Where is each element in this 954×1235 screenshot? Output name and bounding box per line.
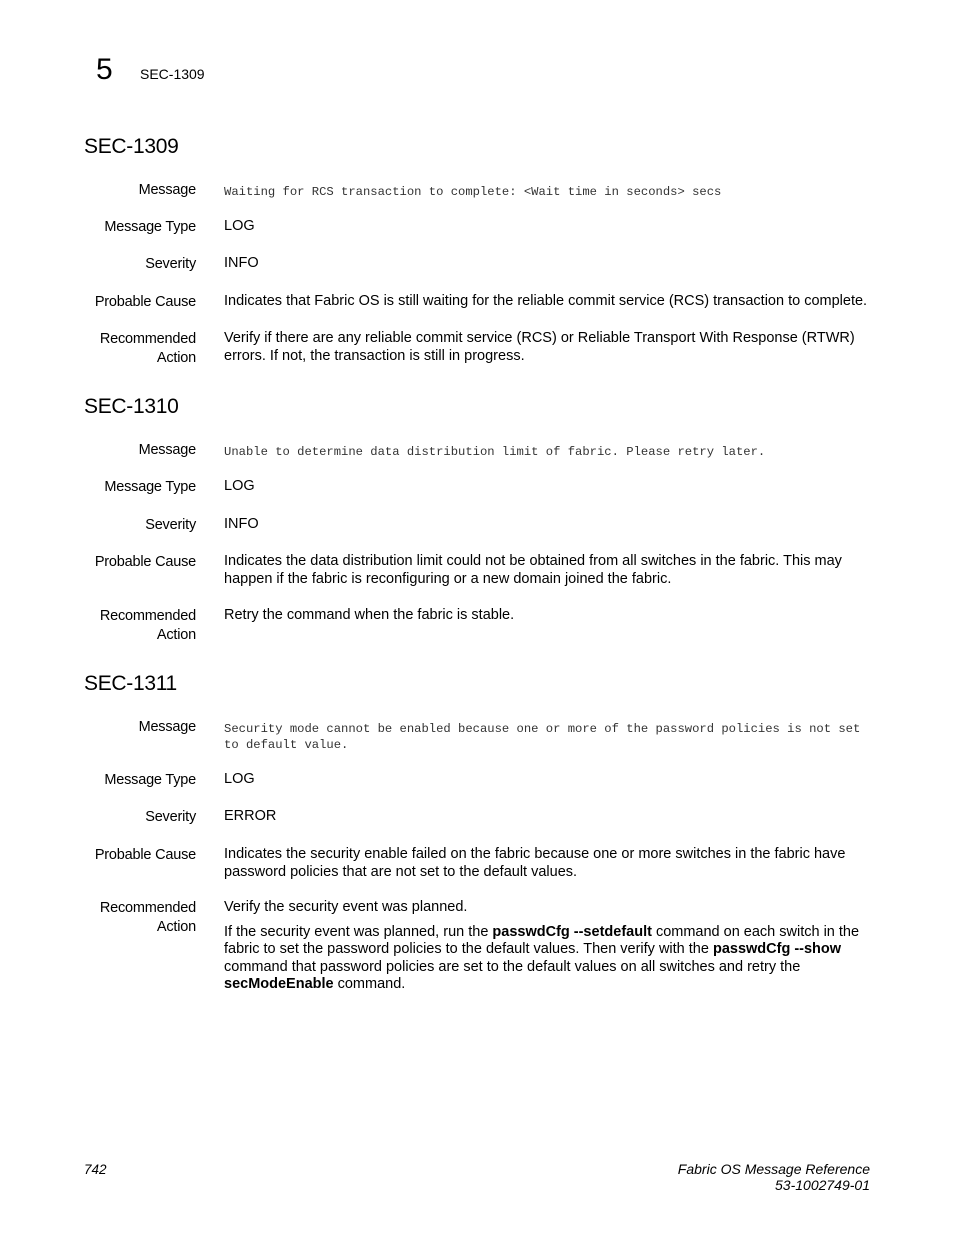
message-type-label: Message Type: [104, 479, 196, 495]
entry-heading: SEC-1310: [84, 395, 179, 418]
recommended-action-text: Retry the command when the fabric is stable.: [224, 607, 515, 623]
command-name: passwdCfg --show: [712, 941, 842, 957]
message-text: Security mode cannot be enabled because one or more of the password policies is not set to default value.: [224, 722, 861, 752]
probable-cause-label: Probable Cause: [94, 554, 196, 570]
doc-number: 53-1002749-01: [775, 1177, 870, 1193]
message-label: Message: [138, 182, 196, 198]
probable-cause-text: Indicates that Fabric OS is still waiting for the reliable commit service (RCS) transaction to complete.: [224, 293, 868, 309]
message-type-label: Message Type: [104, 772, 196, 788]
recommended-action-text: Verify if there are any reliable commit service (RCS) or Reliable Transport With Response (RTWR) errors. If not, the transaction is still in progress.: [224, 330, 855, 364]
severity-value: INFO: [224, 516, 259, 532]
severity-label: Severity: [145, 517, 196, 533]
command-name: passwdCfg --setdefault: [492, 923, 652, 940]
probable-cause-text: Indicates the security enable failed on the fabric because one or more switches in the fabric have password policies that are not set to the default values.: [224, 846, 846, 880]
text-run: command on each switch in the fabric to set the password policies to the default values. Then verify with the: [224, 923, 860, 957]
message-text: Unable to determine data distribution limit of fabric. Please retry later.: [224, 445, 766, 459]
probable-cause-text: Indicates the data distribution limit could not be obtained from all switches in the fabric. This may happen if the fabric is reconfiguring or a new domain joined the fabric.: [224, 553, 842, 587]
label-line: Recommended: [99, 608, 196, 624]
text-run: command.: [333, 976, 406, 992]
entry-heading: SEC-1309: [84, 135, 179, 158]
text-run: command that password policies are set to the default values on all switches and retry the: [224, 958, 801, 975]
label-line: Recommended: [99, 900, 196, 916]
message-label: Message: [138, 719, 196, 735]
message-type-label: Message Type: [104, 219, 196, 235]
label-line: Action: [156, 627, 196, 643]
severity-value: INFO: [224, 255, 259, 271]
recommended-action-label: [56, 330, 196, 368]
chapter-number: 5: [96, 53, 113, 86]
command-name: secModeEnable: [224, 976, 334, 992]
recommended-action-paragraph: Verify the security event was planned.: [224, 899, 468, 915]
probable-cause-label: Probable Cause: [94, 847, 196, 863]
footer-doc-info: [678, 1161, 870, 1193]
severity-value: ERROR: [224, 808, 277, 824]
probable-cause-label: Probable Cause: [94, 294, 196, 310]
label-line: Action: [156, 919, 196, 935]
recommended-action-label: [56, 899, 196, 937]
message-type-value: LOG: [224, 218, 255, 234]
message-type-value: LOG: [224, 771, 255, 787]
running-title: SEC-1309: [140, 66, 205, 82]
message-type-value: LOG: [224, 478, 255, 494]
recommended-action-label: [56, 607, 196, 645]
doc-title: Fabric OS Message Reference: [677, 1161, 870, 1177]
recommended-action-paragraph: [224, 924, 872, 994]
severity-label: Severity: [145, 809, 196, 825]
label-line: Recommended: [99, 331, 196, 347]
message-label: Message: [138, 442, 196, 458]
label-line: Action: [156, 350, 196, 366]
recommended-action-text: [224, 899, 872, 1001]
severity-label: Severity: [145, 256, 196, 272]
page-number: 742: [84, 1162, 107, 1177]
message-text: Waiting for RCS transaction to complete: <Wait time in seconds> secs: [224, 185, 722, 199]
entry-heading: SEC-1311: [84, 672, 177, 695]
text-run: If the security event was planned, run the: [224, 923, 493, 940]
